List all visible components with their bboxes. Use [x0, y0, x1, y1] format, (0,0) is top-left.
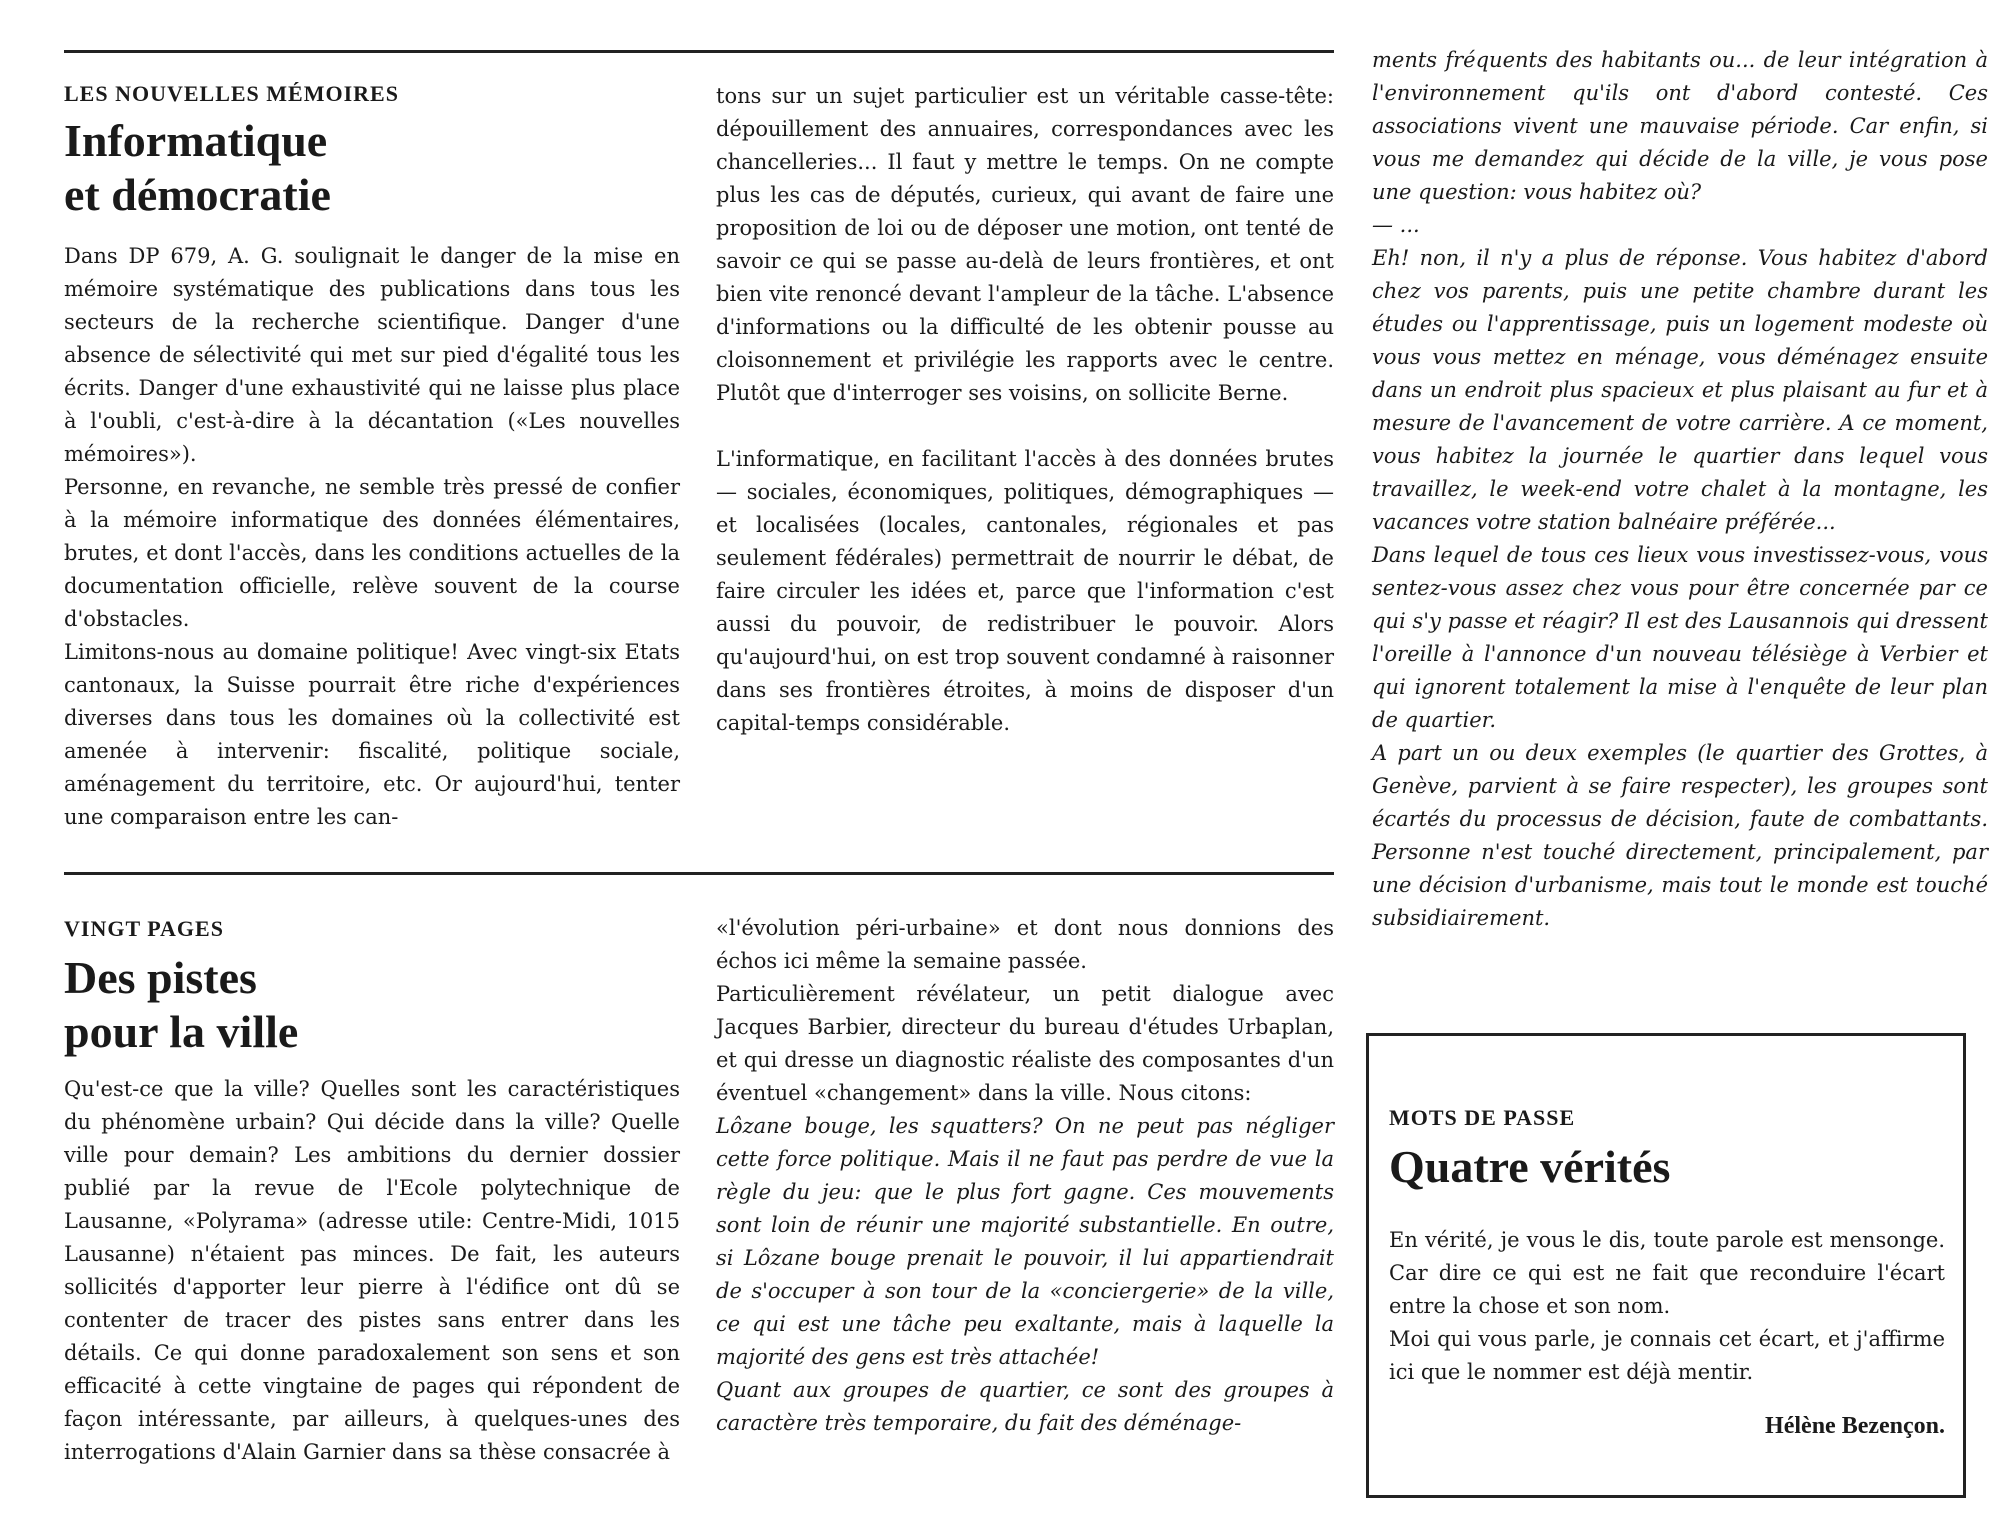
article2-paragraph: Qu'est-ce que la ville? Quelles sont les caractéristiques du phénomène urbain? Qui décide dans la ville? Quelle ville pour demain? Les ambitions du dernier dossier publié par la revue de l'Ecole polytechnique de Lausanne, «Polyrama» (adresse utile: Centre-Midi, 1015 Lausanne) n'étaient pas minces. De fait, les auteurs sollicités d'apporter leur pierre à l'édifice ont dû se contenter de tracer des pistes sans entrer dans les détails. Ce qui donne paradoxalement son sens et son efficacité à cette vingtaine de pages qui répondent de façon intéressante, par ailleurs, à quelques-unes des interrogations d'Alain Garnier dans sa thèse consacrée à: [64, 1077, 680, 1464]
box-paragraph: En vérité, je vous le dis, toute parole est mensonge. Car dire ce qui est ne fait que reconduire l'écart entre la chose et son nom.: [1389, 1228, 1945, 1318]
article1-paragraph: Limitons-nous au domaine politique! Avec vingt-six Etats cantonaux, la Suisse pourrait être riche d'expériences diverses dans tous les domaines où la collectivité est amenée à intervenir: fiscalité, politique sociale, aménagement du territoire, etc. Or aujourd'hui, tenter une comparaison entre les can-: [64, 640, 680, 829]
article1-paragraph: Personne, en revanche, ne semble très pressé de confier à la mémoire informatique des données élémentaires, brutes, et dont l'accès, dans les conditions actuelles de la documentation officielle, relève souvent de la course d'obstacles.: [64, 475, 680, 631]
article1-title-line1: Informatique: [64, 115, 328, 166]
article1-paragraph: tons sur un sujet particulier est un véritable casse-tête: dépouillement des annuaires, correspondances avec les chancelleries... Il faut y mettre le temps. On ne compte plus les cas de députés, curieux, qui avant de faire une proposition de loi ou de déposer une motion, ont tenté de savoir ce qui se passe au-delà de leurs frontières, et ont bien vite renoncé devant l'ampleur de la tâche. L'absence d'informations ou la difficulté de les obtenir pousse au cloisonnement et privilégie les rapports avec le centre. Plutôt que d'interroger ses voisins, on sollicite Berne.: [716, 84, 1334, 405]
article1-col1-body: [64, 240, 680, 834]
article1-headline: [64, 114, 680, 222]
article2-paragraph: Particulièrement révélateur, un petit dialogue avec Jacques Barbier, directeur du bureau d'études Urbaplan, et qui dresse un diagnostic réaliste des composantes d'un éventuel «changement» dans la ville. Nous citons:: [716, 982, 1334, 1105]
article2-column1: [64, 915, 680, 1469]
article2-quote: Eh! non, il n'y a plus de réponse. Vous habitez d'abord chez vos parents, puis une petite chambre durant les études ou l'apprentissage, puis un logement modeste où vous vous mettez en ménage, vous déménagez ensuite dans un endroit plus spacieux et plus plaisant au fur et à mesure de l'avancement de votre carrière. A ce moment, vous habitez la journée le quartier dans lequel vous travaillez, le week-end votre chalet à la montagne, les vacances votre station balnéaire préférée...: [1372, 246, 1988, 534]
article2-quote: A part un ou deux exemples (le quartier des Grottes, à Genève, parvient à se faire respecter), les groupes sont écartés du processus de décision, faute de combattants. Personne n'est touché directement, principalement, par une décision d'urbanisme, mais tout le monde est touché subsidiairement.: [1372, 741, 1988, 930]
box-paragraph: Moi qui vous parle, je connais cet écart, et j'affirme ici que le nommer est déjà mentir.: [1389, 1327, 1945, 1384]
article2-kicker: VINGT PAGES: [64, 916, 224, 941]
middle-rule: [64, 872, 1334, 875]
article2-quote: Quant aux groupes de quartier, ce sont des groupes à caractère très temporaire, du fait des déménage-: [716, 1378, 1334, 1435]
article1-column2: [716, 80, 1334, 740]
article2-title-line2: pour la ville: [64, 1006, 299, 1057]
article1-column1: [64, 80, 680, 834]
article1-col2-body: [716, 80, 1334, 740]
article2-title-line1: Des pistes: [64, 952, 257, 1003]
box-signature: Hélène Bezençon.: [1765, 1413, 1945, 1439]
box-kicker: MOTS DE PASSE: [1389, 1105, 1576, 1130]
article2-column3: [1372, 44, 1988, 935]
article2-col3-body: [1372, 44, 1988, 935]
article2-quote: — ...: [1372, 213, 1420, 237]
article2-col1-body: [64, 1073, 680, 1469]
article1-paragraph: L'informatique, en facilitant l'accès à des données brutes — sociales, économiques, politiques, démographiques — et localisées (locales, cantonales, régionales et pas seulement fédérales) permettrait de nourrir le débat, de faire circuler les idées et, parce que l'information c'est aussi du pouvoir, de redistribuer le pouvoir. Alors qu'aujourd'hui, on est trop souvent condamné à raisonner dans ses frontières étroites, à moins de disposer d'un capital-temps considérable.: [716, 447, 1334, 735]
top-rule: [64, 50, 1334, 53]
article2-quote: ments fréquents des habitants ou... de leur intégration à l'environnement qu'ils ont d'abord contesté. Ces associations vivent une mauvaise période. Car enfin, si vous me demandez qui décide de la ville, je vous pose une question: vous habitez où?: [1372, 48, 1988, 204]
box-headline: Quatre vérités: [1389, 1141, 1671, 1192]
mots-de-passe-box: [1366, 1033, 1966, 1498]
article1-paragraph: Dans DP 679, A. G. soulignait le danger de la mise en mémoire systématique des publications dans tous les secteurs de la recherche scientifique. Danger d'une absence de sélectivité qui met sur pied d'égalité tous les écrits. Danger d'une exhaustivité qui ne laisse plus place à l'oubli, c'est-à-dire à la décantation («Les nouvelles mémoires»).: [64, 244, 680, 466]
article1-title-line2: et démocratie: [64, 169, 331, 220]
article1-kicker: LES NOUVELLES MÉMOIRES: [64, 81, 399, 106]
article2-quote: Dans lequel de tous ces lieux vous investissez-vous, vous sentez-vous assez chez vous pour être concernée par ce qui s'y passe et réagir? Il est des Lausannois qui dressent l'oreille à l'annonce d'un nouveau télésiège à Verbier et qui ignorent totalement la mise à l'enquête de leur plan de quartier.: [1372, 543, 1988, 732]
article2-column2: [716, 912, 1334, 1440]
box-body: [1389, 1224, 1945, 1389]
article2-headline: [64, 951, 680, 1059]
article2-paragraph: «l'évolution péri-urbaine» et dont nous donnions des échos ici même la semaine passée.: [716, 916, 1334, 973]
article2-col2-body: [716, 912, 1334, 1440]
article2-quote: Lôzane bouge, les squatters? On ne peut pas négliger cette force politique. Mais il ne faut pas perdre de vue la règle du jeu: que le plus fort gagne. Ces mouvements sont loin de réunir une majorité substantielle. En outre, si Lôzane bouge prenait le pouvoir, il lui appartiendrait de s'occuper à son tour de la «conciergerie» de la ville, ce qui est une tâche peu exaltante, mais à laquelle la majorité des gens est très attachée!: [716, 1114, 1334, 1369]
